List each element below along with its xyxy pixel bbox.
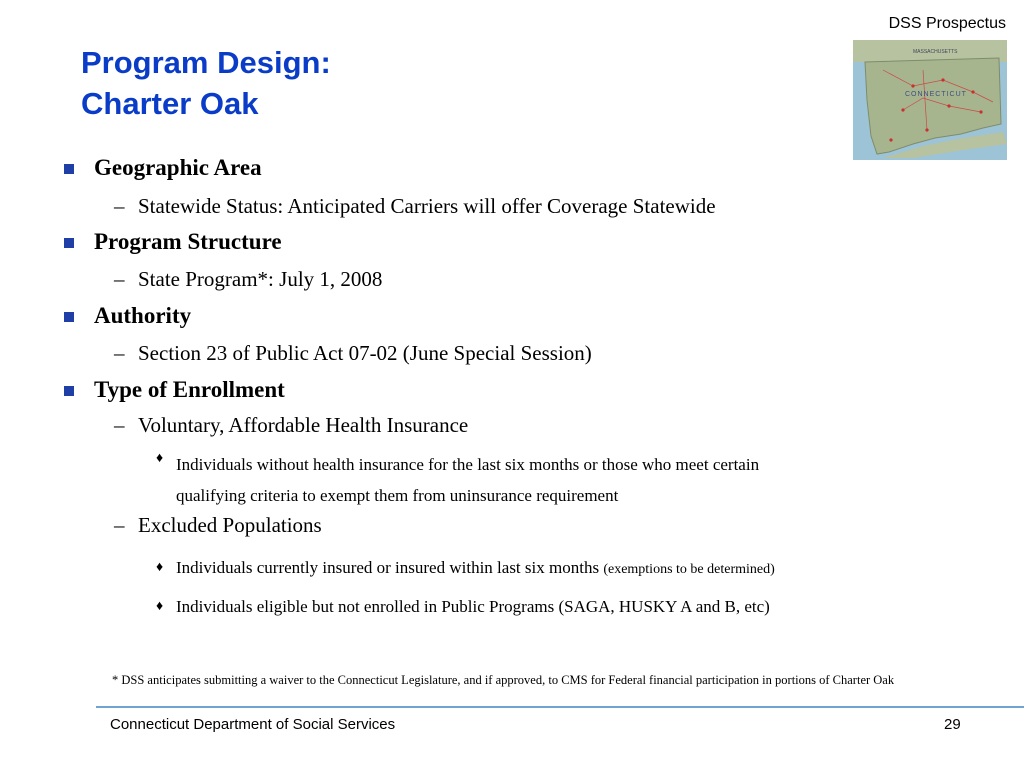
footer-organization: Connecticut Department of Social Services xyxy=(110,716,396,733)
bullet-program-structure: Program Structure xyxy=(64,229,282,255)
diamond-bullet-icon: ♦ xyxy=(156,599,164,614)
title-line-2: Charter Oak xyxy=(81,86,259,121)
dash-bullet-icon: – xyxy=(114,341,125,365)
footnote: * DSS anticipates submitting a waiver to the Connecticut Legislature, and if approved, to CMS for Federal financial participation in portions of Charter Oak xyxy=(112,673,895,687)
square-bullet-icon xyxy=(64,164,74,174)
bullet-authority: Authority xyxy=(64,303,191,329)
square-bullet-icon xyxy=(64,386,74,396)
map-state-label: CONNECTICUT xyxy=(905,91,967,98)
sub-bullet-excluded-populations: – Excluded Populations xyxy=(114,513,322,537)
dash-bullet-icon: – xyxy=(114,413,125,437)
detail-bullet-eligible-not-enrolled: ♦ Individuals eligible but not enrolled in Public Programs (SAGA, HUSKY A and B, etc) xyxy=(156,597,770,616)
bullet-geographic-area: Geographic Area xyxy=(64,155,262,181)
sub-bullet-voluntary: – Voluntary, Affordable Health Insurance xyxy=(114,413,469,437)
bullet-type-of-enrollment: Type of Enrollment xyxy=(64,377,285,403)
title-line-1: Program Design: xyxy=(81,45,331,80)
sub-bullet-statewide-status: – Statewide Status: Anticipated Carriers will offer Coverage Statewide xyxy=(114,194,716,218)
diamond-bullet-icon: ♦ xyxy=(156,560,164,575)
diamond-bullet-icon: ♦ xyxy=(156,451,164,466)
dash-bullet-icon: – xyxy=(114,194,125,218)
map-neighbor-label: MASSACHUSETTS xyxy=(913,49,958,55)
footer-divider xyxy=(96,706,1024,708)
detail-bullet-currently-insured: ♦ Individuals currently insured or insured within last six months (exemptions to be determined) xyxy=(156,558,775,577)
square-bullet-icon xyxy=(64,238,74,248)
page-number: 29 xyxy=(944,716,961,733)
square-bullet-icon xyxy=(64,312,74,322)
dash-bullet-icon: – xyxy=(114,513,125,537)
dash-bullet-icon: – xyxy=(114,267,125,291)
detail-bullet-uninsured: ♦ Individuals without health insurance for the last six months or those who meet certain qualifying criteria to exempt them from uninsurance requirement xyxy=(156,449,759,511)
sub-bullet-public-act: – Section 23 of Public Act 07-02 (June Special Session) xyxy=(114,341,592,365)
sub-bullet-state-program: – State Program*: July 1, 2008 xyxy=(114,267,383,291)
page-title xyxy=(81,42,331,124)
header-tag: DSS Prospectus xyxy=(888,15,1006,32)
connecticut-map-image xyxy=(853,40,1007,160)
